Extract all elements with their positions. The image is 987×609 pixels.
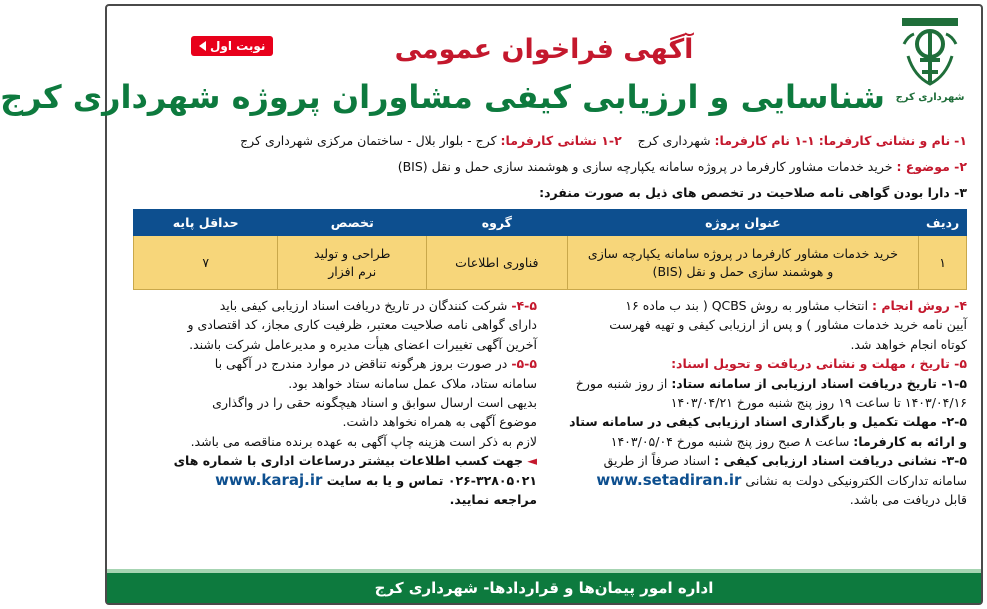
row-project-line-1: خرید خدمات مشاور کارفرما در پروژه سامانه یکپارچه سازی <box>587 245 898 261</box>
triangle-bullet-icon: ◄ <box>527 453 537 469</box>
karaj-link[interactable]: www.karaj.ir <box>215 470 323 489</box>
table-row <box>134 236 967 290</box>
setadiran-link[interactable]: www.setadiran.ir <box>596 470 742 489</box>
contact-line-2: تماس و یا به سایت <box>326 472 444 488</box>
col-project: عنوان پروژه <box>567 210 919 236</box>
receive-docs-line-1: از روز شنبه مورخ <box>575 375 668 391</box>
subject-value: خرید خدمات مشاور کارفرما در پروژه سامانه یکپارچه سازی و هوشمند سازی حمل و نقل (BIS) <box>397 159 893 174</box>
triangle-left-icon <box>199 41 206 51</box>
employer-address-label: ۲-۱ نشانی کارفرما: <box>500 133 622 148</box>
clause-5-5-line-2: سامانه ستاد، ملاک عمل سامانه ستاد خواهد بود. <box>288 375 537 391</box>
dates-label: ۵- تاریخ ، مهلت و نشانی دریافت و تحویل اسناد: <box>671 356 967 372</box>
qualification-table <box>133 209 967 290</box>
row-grade: ۷ <box>134 236 278 290</box>
method-line-1: انتخاب مشاور به روش QCBS ( بند ب ماده ۱۶ <box>625 298 869 313</box>
method-line-2: آیین نامه خرید خدمات مشاور ) و پس از ارزیابی کیفی و تهیه فهرست <box>609 317 967 333</box>
method-line-3: کوتاه انجام خواهد شد. <box>850 336 967 352</box>
row-specialty-line-2: نرم افزار <box>328 263 377 279</box>
section-1-num: ۱- <box>954 133 967 148</box>
docs-address-value: اسناد صرفاً از طریق <box>603 453 711 469</box>
page-subtitle: شناسایی و ارزیابی کیفی مشاوران پروژه شهرداری کرج <box>0 78 885 116</box>
row-specialty <box>278 236 427 290</box>
row-index: ۱ <box>919 236 967 290</box>
row-project <box>567 236 919 290</box>
section-1-label: نام و نشانی کارفرما: <box>818 133 951 148</box>
receive-docs-line-2: ۱۴۰۳/۰۴/۱۶ تا ساعت ۱۹ روز پنج شنبه مورخ ۱۴۰۳/۰۴/۲۱ <box>670 395 967 411</box>
row-group: فناوری اطلاعات <box>426 236 567 290</box>
submit-docs-label: ۲-۵- مهلت تکمیل و بارگذاری اسناد ارزیابی کیفی در سامانه ستاد <box>569 414 967 430</box>
col-index: ردیف <box>919 210 967 236</box>
left-column <box>121 296 537 509</box>
col-group: گروه <box>426 210 567 236</box>
row-specialty-line-1: طراحی و تولید <box>313 245 391 261</box>
section-3: ۳- دارا بودن گواهی نامه صلاحیت در تخصص های ذیل به صورت منفرد: <box>539 185 967 200</box>
clause-5-5-line-1: در صورت بروز هرگونه تناقض در موارد مندرج در آگهی با <box>214 356 508 372</box>
footer-text: اداره امور پیمان‌ها و قراردادها- شهرداری کرج <box>374 579 714 597</box>
employer-address: کرج - بلوار بلال - ساختمان مرکزی شهرداری کرج <box>240 133 497 148</box>
clause-5-4-label: ۴-۵- <box>511 298 537 313</box>
docs-address-line-3: قابل دریافت می باشد. <box>849 492 967 508</box>
badge-label: نوبت اول <box>210 39 266 53</box>
footer-bar <box>107 573 981 603</box>
col-grade: حداقل پایه <box>134 210 278 236</box>
clause-5-5-line-5: لازم به ذکر است هزینه چاپ آگهی به عهده برنده مناقصه می باشد. <box>190 433 537 449</box>
table-header-row <box>134 210 967 236</box>
receive-docs-label: ۱-۵- تاریخ دریافت اسناد ارزیابی از سامانه ستاد: <box>671 375 967 391</box>
method-label: ۴- روش انجام : <box>872 298 967 313</box>
clause-5-4-line-1: شرکت کنندگان در تاریخ دریافت اسناد ارزیابی کیفی باید <box>219 298 508 313</box>
contact-line-3: مراجعه نمایید. <box>449 492 537 508</box>
docs-address-line-2: سامانه تدارکات الکترونیکی دولت به نشانی <box>745 472 967 488</box>
page-title: آگهی فراخوان عمومی <box>394 34 694 65</box>
submit-docs-value: ساعت ۸ صبح روز پنج شنبه مورخ ۱۴۰۳/۰۵/۰۴ <box>610 433 850 449</box>
col-specialty: تخصص <box>278 210 427 236</box>
submit-docs-label-2: و ارائه به کارفرما: <box>853 433 967 449</box>
logo-caption: شهرداری کرج <box>895 92 965 103</box>
subject-label: ۲- موضوع : <box>896 159 967 174</box>
section-1 <box>121 132 967 150</box>
clause-5-5-line-3: بدیهی است ارسال سوابق و اسناد هیچگونه حقی را در واگذاری <box>212 395 537 411</box>
clause-5-4-line-2: دارای گواهی نامه صلاحیت معتبر، ظرفیت کاری مجاز، کد اقتصادی و <box>187 317 537 333</box>
row-project-line-2: و هوشمند سازی حمل و نقل (BIS) <box>652 263 834 279</box>
employer-name: شهرداری کرج <box>637 133 711 148</box>
clause-5-4-line-3: آخرین آگهی تغییرات اعضای هیأت مدیره و مدیرعامل شرکت باشند. <box>189 336 537 352</box>
footer-divider <box>107 569 981 573</box>
right-column <box>549 296 967 509</box>
clause-5-5-line-4: موضوع آگهی به همراه نخواهد داشت. <box>342 414 537 430</box>
logo <box>891 16 969 116</box>
clause-5-5-label: ۵-۵- <box>511 356 537 372</box>
employer-name-label: ۱-۱ نام کارفرما: <box>714 133 815 148</box>
announcement-frame <box>0 4 983 605</box>
section-2 <box>121 158 967 176</box>
contact-phone: ۰۲۶-۳۲۸۰۵۰۲۱ <box>447 472 537 488</box>
karaj-municipality-logo-icon <box>898 16 962 90</box>
contact-line-1: جهت کسب اطلاعات بیشتر درساعات اداری با شماره های <box>173 453 524 469</box>
docs-address-label: ۳-۵- نشانی دریافت اسناد ارزیابی کیفی : <box>714 453 967 469</box>
